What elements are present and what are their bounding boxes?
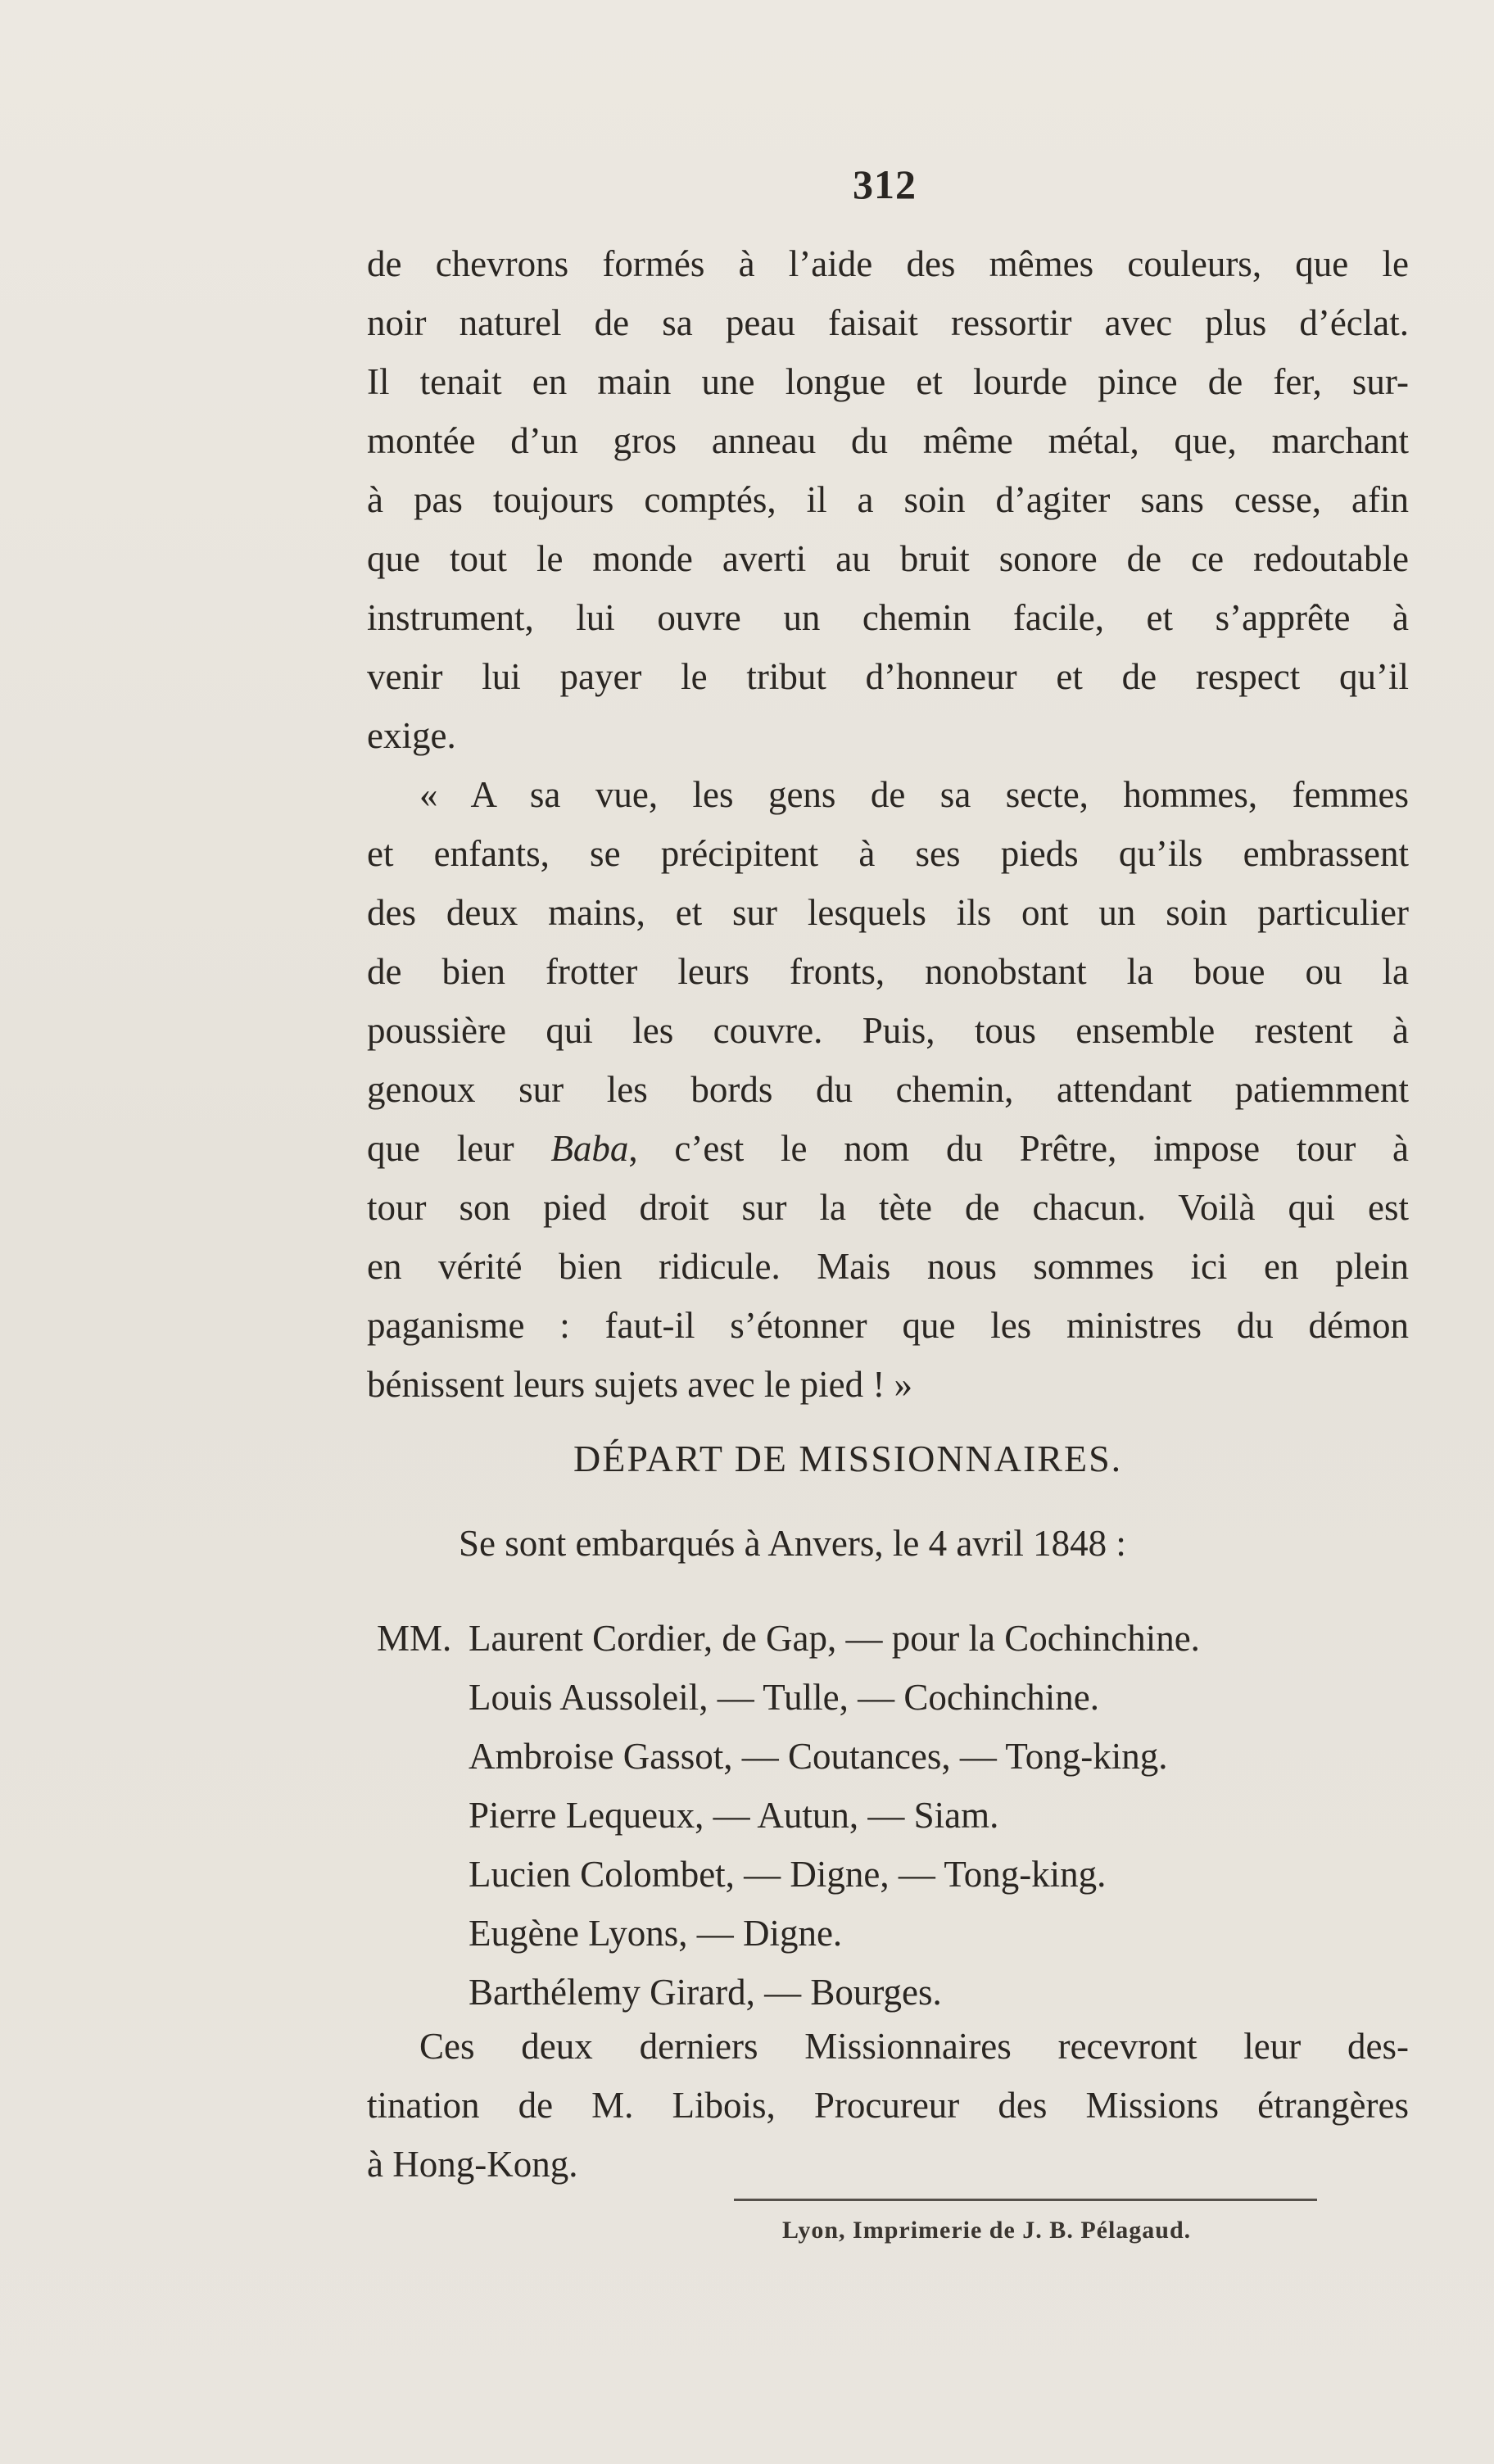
text-line: poussière qui les couvre. Puis, tous ensemble restent à [367, 1010, 1409, 1051]
text-line: instrument, lui ouvre un chemin facile, et s’apprête à [367, 597, 1409, 638]
text-line: venir lui payer le tribut d’honneur et de respect qu’il [367, 656, 1409, 697]
missionary-entry: Laurent Cordier, de Gap, — pour la Cochinchine. [469, 1618, 1200, 1659]
list-item: Ambroise Gassot, — Coutances, — Tong-king. [469, 1736, 1168, 1777]
text-line: à Hong-Kong. [367, 2144, 578, 2185]
body-text [367, 234, 1409, 1414]
departure-intro: Se sont embarqués à Anvers, le 4 avril 1848 : [459, 1523, 1126, 1564]
text-line: et enfants, se précipitent à ses pieds qu’ils embrassent [367, 833, 1409, 874]
text-line: tination de M. Libois, Procureur des Missions étrangères [367, 2085, 1409, 2126]
footer-divider [734, 2199, 1317, 2201]
text-line: tour son pied droit sur la tète de chacun. Voilà qui est [367, 1187, 1409, 1228]
text-line: paganisme : faut-il s’étonner que les ministres du démon [367, 1305, 1409, 1346]
text-fragment: que leur [367, 1128, 551, 1169]
text-line: en vérité bien ridicule. Mais nous sommes ici en plein [367, 1246, 1409, 1287]
missionary-list [377, 1609, 1200, 2022]
text-line: à pas toujours comptés, il a soin d’agiter sans cesse, afin [367, 479, 1409, 520]
printer-imprint: Lyon, Imprimerie de J. B. Pélagaud. [782, 2217, 1192, 2244]
text-line: montée d’un gros anneau du même métal, que, marchant [367, 420, 1409, 461]
text-line: de bien frotter leurs fronts, nonobstant la boue ou la [367, 951, 1409, 992]
list-item: Louis Aussoleil, — Tulle, — Cochinchine. [469, 1677, 1100, 1718]
text-line-with-italic [367, 1119, 1409, 1178]
text-line: noir naturel de sa peau faisait ressortir avec plus d’éclat. [367, 302, 1409, 343]
text-line: Ces deux derniers Missionnaires recevront leur des- [419, 2026, 1409, 2067]
text-fragment: , c’est le nom du Prêtre, impose tour à [628, 1128, 1409, 1169]
italic-word-baba: Baba [550, 1128, 629, 1169]
missionaries-prefix: MM. [377, 1618, 452, 1659]
list-item: Lucien Colombet, — Digne, — Tong-king. [469, 1854, 1107, 1895]
text-line: exige. [367, 715, 456, 756]
text-line: Il tenait en main une longue et lourde pince de fer, sur- [367, 361, 1409, 402]
closing-note [367, 2017, 1409, 2194]
list-item: Barthélemy Girard, — Bourges. [469, 1972, 942, 2013]
section-heading: DÉPART DE MISSIONNAIRES. [573, 1438, 1123, 1479]
list-item: Eugène Lyons, — Digne. [469, 1913, 843, 1954]
text-line: genoux sur les bords du chemin, attendant patiemment [367, 1069, 1409, 1110]
page-number: 312 [853, 161, 917, 207]
list-item: Pierre Lequeux, — Autun, — Siam. [469, 1795, 999, 1836]
list-item [377, 1609, 1200, 1668]
text-line: « A sa vue, les gens de sa secte, hommes, femmes [419, 774, 1409, 815]
text-line: de chevrons formés à l’aide des mêmes couleurs, que le [367, 243, 1409, 284]
text-line: que tout le monde averti au bruit sonore de ce redoutable [367, 538, 1409, 579]
text-line: bénissent leurs sujets avec le pied ! » [367, 1364, 913, 1405]
text-line: des deux mains, et sur lesquels ils ont un soin particulier [367, 892, 1409, 933]
